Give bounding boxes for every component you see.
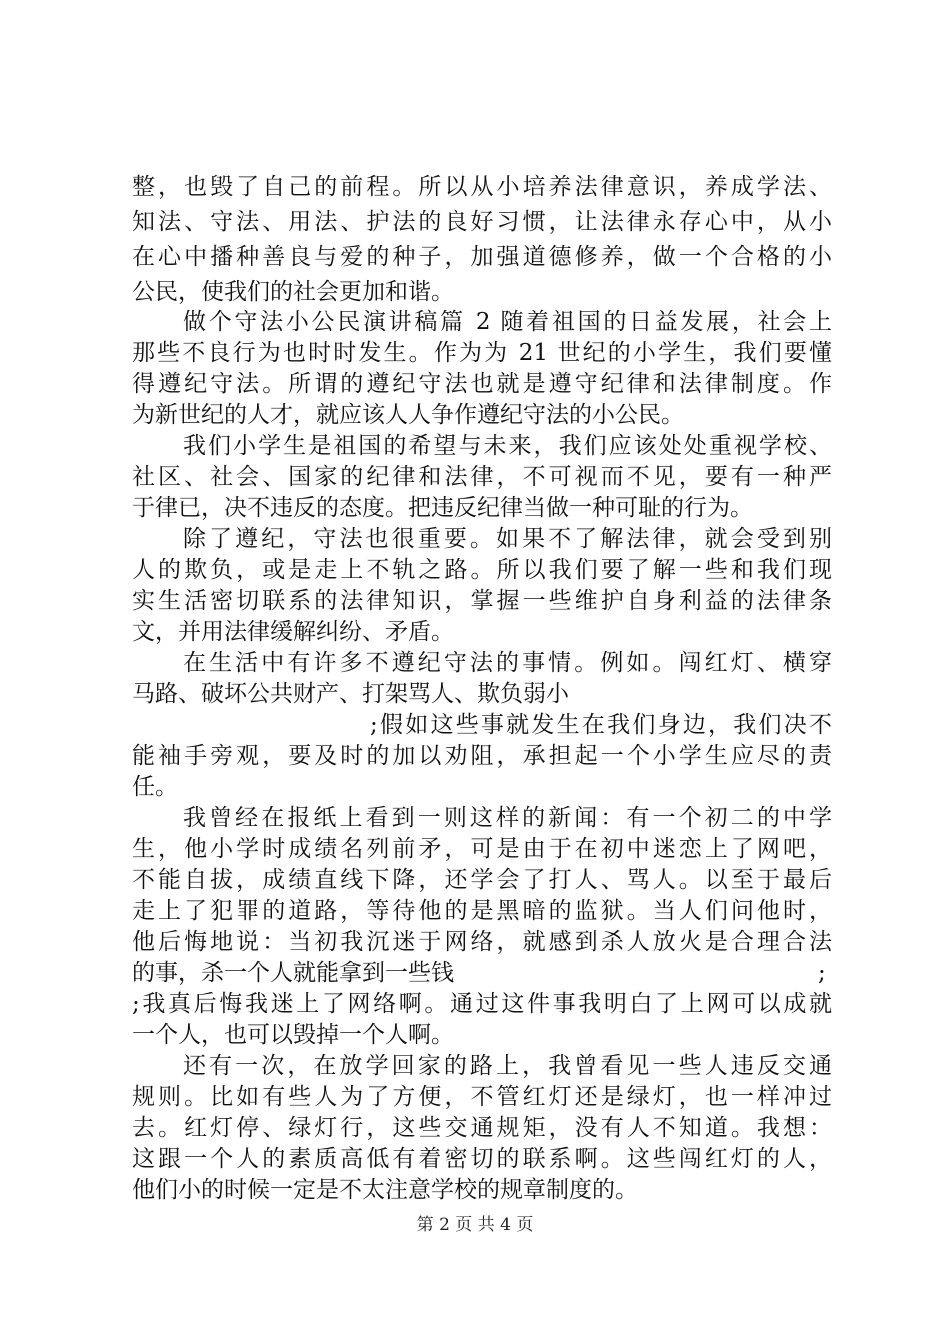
text-line: 去。红灯停、绿灯行，这些交通规矩，没有人不知道。我想： [132,1115,832,1141]
text-line: 得遵纪守法。所谓的遵纪守法也就是遵守纪律和法律制度。作 [132,371,832,397]
text-line: 在心中播种善良与爱的种子，加强道德修养，做一个合格的小 [132,244,832,270]
text-line: 做个守法小公民演讲稿篇 2 随着祖国的日益发展，社会上 [183,309,832,335]
text-line: 除了遵纪，守法也很重要。如果不了解法律，就会受到别 [183,526,832,552]
text-line: 能袖手旁观，要及时的加以劝阻，承担起一个小学生应尽的责 [132,743,832,769]
text-line: 任。 [132,774,178,800]
text-line: 社区、社会、国家的纪律和法律，不可视而不见，要有一种严 [132,464,832,490]
text-line: 实生活密切联系的法律知识，掌握一些维护自身利益的法律条 [132,588,832,614]
text-line: ;假如这些事就发生在我们身边，我们决不 [370,712,832,738]
text-line: 于律已，决不违反的态度。把违反纪律当做一种可耻的行为。 [132,495,753,521]
text-line: 走上了犯罪的道路，等待他的是黑暗的监狱。当人们问他时， [132,898,832,924]
page-number-footer: 第 2 页 共 4 页 [416,1215,534,1235]
text-line: 那些不良行为也时时发生。作为为 21 世纪的小学生，我们要懂 [132,340,832,366]
text-line: 文，并用法律缓解纠纷、矛盾。 [132,619,454,645]
semicolon-mark: ; [818,960,826,986]
text-line: 为新世纪的人才，就应该人人争作遵纪守法的小公民。 [132,402,684,428]
text-line: 的事，杀一个人就能拿到一些钱 [132,960,454,986]
text-line: 不能自拔，成绩直线下降，还学会了打人、骂人。以至于最后 [132,867,832,893]
text-line: ;我真后悔我迷上了网络啊。通过这件事我明白了上网可以成就 [132,991,832,1017]
text-line: 我曾经在报纸上看到一则这样的新闻：有一个初二的中学 [183,805,832,831]
text-line: 公民，使我们的社会更加和谐。 [132,279,454,305]
text-line: 我们小学生是祖国的希望与未来，我们应该处处重视学校、 [183,433,832,459]
text-line: 他们小的时候一定是不太注意学校的规章制度的。 [132,1177,638,1203]
text-line: 人的欺负，或是走上不轨之路。所以我们要了解一些和我们现 [132,557,832,583]
text-line: 规则。比如有些人为了方便，不管红灯还是绿灯，也一样冲过 [132,1084,832,1110]
text-line: 马路、破坏公共财产、打架骂人、欺负弱小 [132,681,569,707]
text-line: 整，也毁了自己的前程。所以从小培养法律意识，养成学法、 [132,174,832,200]
text-line: 这跟一个人的素质高低有着密切的联系啊。这些闯红灯的人， [132,1146,832,1172]
text-line: 他后悔地说：当初我沉迷于网络，就感到杀人放火是合理合法 [132,929,832,955]
text-line: 还有一次，在放学回家的路上，我曾看见一些人违反交通 [183,1053,832,1079]
text-line: 知法、守法、用法、护法的良好习惯，让法律永存心中，从小 [132,209,832,235]
text-line: 一个人，也可以毁掉一个人啊。 [132,1022,454,1048]
text-line: 生，他小学时成绩名列前矛，可是由于在初中迷恋上了网吧， [132,836,832,862]
text-line: 在生活中有许多不遵纪守法的事情。例如。闯红灯、横穿 [183,650,832,676]
